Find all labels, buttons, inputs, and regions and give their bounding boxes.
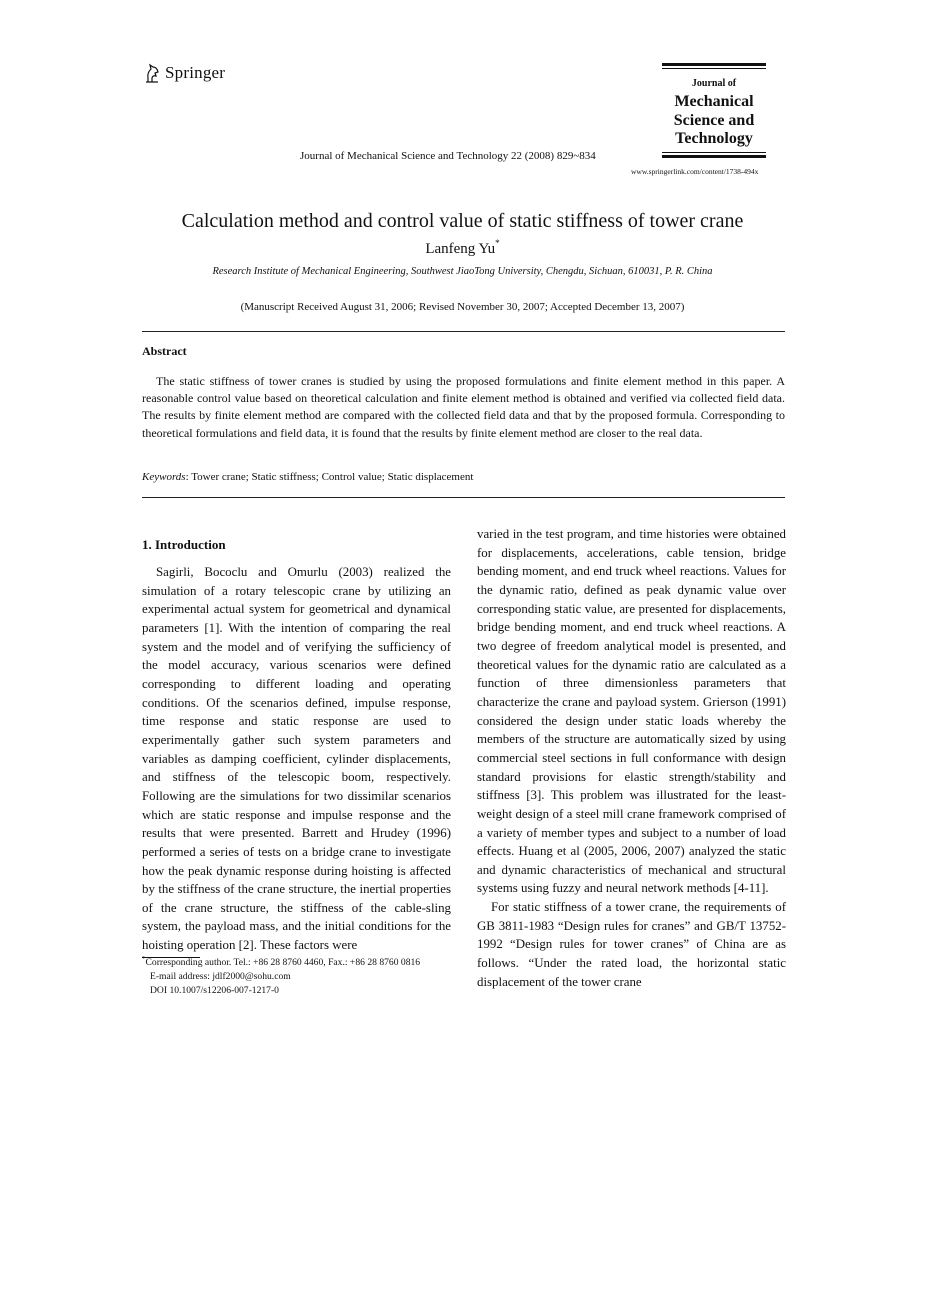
keywords-label: Keywords [142, 471, 186, 483]
masthead-top-rule [662, 63, 766, 66]
article-title: Calculation method and control value of static stiffness of tower crane [181, 210, 744, 232]
journal-name-line: Science and [673, 111, 755, 129]
author-line [0, 239, 925, 259]
abstract-heading: Abstract [142, 344, 187, 358]
footnote-mark: * [142, 955, 146, 963]
journal-name [662, 93, 766, 149]
footnote-email: E-mail address: jdlf2000@sohu.com [150, 971, 291, 982]
author-affiliation: Research Institute of Mechanical Engineering, Southwest JiaoTong University, Chengdu, Sichuan, 610031, P. R. China [212, 266, 713, 277]
author-name: Lanfeng Yu [425, 241, 496, 257]
journal-name-line: Mechanical [674, 93, 754, 110]
journal-masthead [662, 63, 766, 158]
springer-logo [143, 60, 225, 86]
masthead-bottom-rule-thin [662, 152, 766, 153]
footnote-corresponding-text: Corresponding author. Tel.: +86 28 8760 4460, Fax.: +86 28 8760 0816 [145, 957, 421, 968]
abstract-body: The static stiffness of tower cranes is studied by using the proposed formulations and finite element method in this paper. A reasonable control value based on theoretical calculation and finite element method is obtained and verified via collected field data. The results by finite element method are compared with the collected field data and that by the proposed formula. Corresponding to theoretical formulations and field data, it is found that the results by finite element method are closer to the real data. [142, 374, 785, 440]
journal-url[interactable]: www.springerlink.com/content/1738-494x [631, 167, 759, 176]
keywords [142, 470, 785, 485]
divider-top [142, 331, 785, 332]
right-column-paragraph: varied in the test program, and time histories were obtained for displacements, accelerations, cable tension, bridge bending moment, and end truck wheel reactions. Values for the dynamic ratio, defined as peak dynamic value over corresponding static value, are presented for displacements, bridge bending moment, and end truck wheel reactions. A two degree of freedom analytical model is presented, and theoretical values for the dynamic ratio are calculated as a function of three dimensionless parameters that characterize the crane and payload system. Grierson (1991) considered the design under static loads whereby the members of the structure are automatically sized by using commercial steel sections in full conformance with design standard provisions for elastic strength/stability and stiffness [3]. This problem was illustrated for the least-weight design of a steel mill crane framework comprised of a variety of member types and subject to a number of load effects. Huang et al (2005, 2006, 2007) analyzed the static and dynamic characteristics of mechanical and structural systems using fuzzy and neural network methods [4-11]. [477, 527, 786, 896]
manuscript-dates: (Manuscript Received August 31, 2006; Revised November 30, 2007; Accepted December 13, 2007) [240, 301, 685, 313]
publisher-name: Springer [165, 63, 226, 82]
footnote-doi: DOI 10.1007/s12206-007-1217-0 [150, 985, 279, 996]
right-column-paragraph: For static stiffness of a tower crane, the requirements of GB 3811-1983 “Design rules for cranes” and GB/T 13752-1992 “Design rules for tower cranes” of China are as follows. “Under the rated load, the horizontal static displacement of the tower crane [477, 900, 786, 989]
masthead-top-rule-thin [662, 68, 766, 69]
journal-of-label: Journal of [691, 78, 737, 89]
keywords-list: : Tower crane; Static stiffness; Control value; Static displacement [185, 471, 474, 483]
right-column [477, 525, 786, 991]
journal-citation: Journal of Mechanical Science and Technology 22 (2008) 829~834 [300, 150, 596, 162]
left-column-text: Sagirli, Bococlu and Omurlu (2003) realized the simulation of a rotary telescopic crane by utilizing an experimental actual system for geometrical and dynamical parameters [1]. With the intention of comparing the real system and the model and of verifying the sufficiency of the model accuracy, various scenarios were defined corresponding to different loading and operating conditions. Of the scenarios defined, impulse response, time response and static response are used to experimentally gather such system parameters and variables as damping coefficient, cylinder displacements, and stiffness of the telescopic boom, respectively. Following are the simulations for two dissimilar scenarios which are static response and impulse response and the results that were presented. Barrett and Hrudey (1996) performed a series of tests on a bridge crane to investigate how the peak dynamic response during hoisting is affected by the stiffness of the crane structure, the inertial properties of the crane structure, the stiffness of the cable-sling system, the payload mass, and the initial conditions for the hoisting operation [2]. These factors were [142, 565, 451, 953]
masthead-bottom-rule [662, 155, 766, 158]
author-corresponding-mark: * [495, 238, 500, 248]
springer-knight-icon [143, 62, 161, 84]
journal-name-line: Technology [675, 130, 753, 147]
section-heading-introduction: 1. Introduction [142, 537, 226, 552]
footnote-corresponding [142, 956, 462, 970]
footnote [142, 956, 462, 998]
divider-bottom [142, 497, 785, 498]
